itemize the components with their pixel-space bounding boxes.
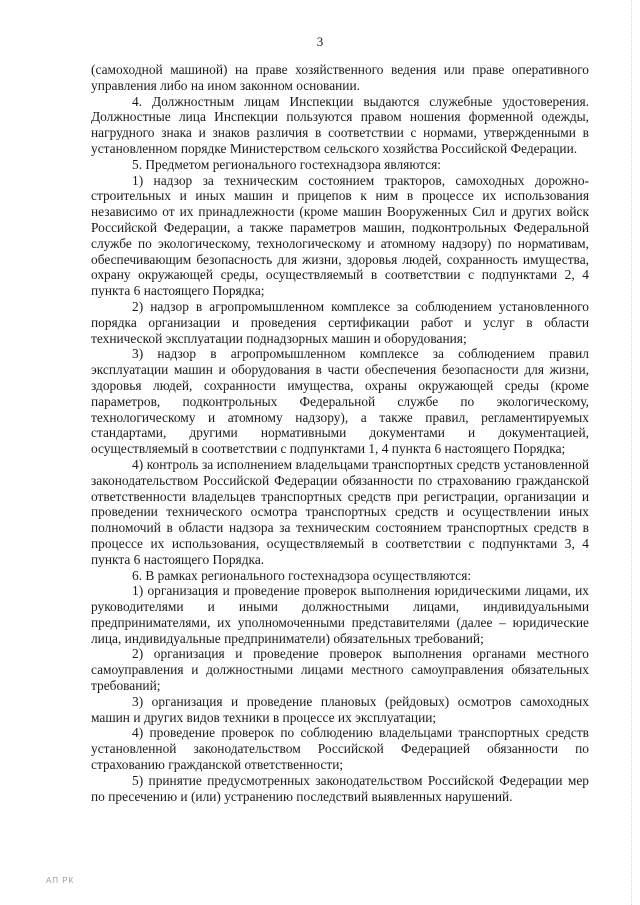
scan-edge-line: [630, 0, 632, 905]
list-item-6-5: 5) принятие предусмотренных законодательством Российской Федерации мер по пресечению и (или) устранению последствий выявленных нарушений.: [91, 772, 589, 804]
paragraph-6-heading: 6. В рамках регионального гостехнадзора осуществляются:: [132, 567, 472, 583]
list-item-5-4: 4) контроль за исполнением владельцами транспортных средств установленной законодательством Российской Федерации обязанности по страхованию гражданской ответственности владельцев транспортных средств при регистрации, организации и проведении технического осмотра транспортных средств и осуществлении иных полномочий в области надзора за техническим состоянием транспортных средств в процессе их использования, осуществляемый в соответствии с подпунктами 3, 4 пункта 6 настоящего Порядка.: [91, 456, 589, 567]
paragraph-5-heading: 5. Предметом регионального гостехнадзора являются:: [132, 156, 441, 172]
scan-stamp-mark: АП РК: [46, 876, 75, 885]
list-item-6-2: 2) организация и проведение проверок выполнения органами местного самоуправления и должностными лицами местного самоуправления обязательных требований;: [91, 646, 589, 694]
list-item-6-3: 3) организация и проведение плановых (рейдовых) осмотров самоходных машин и других видов техники в процессе их эксплуатации;: [91, 693, 589, 725]
list-item-5-1: 1) надзор за техническим состоянием тракторов, самоходных дорожно-строительных и иных машин и прицепов к ним в процессе их использования независимо от их принадлежности (кроме машин Вооруженных Сил и других войск Российской Федерации, а также параметров машин, подконтрольных Федеральной службе по экологическому, технологическому и атомному надзору) по нормативам, обеспечивающим безопасность для жизни, здоровья людей, сохранность имущества, охрану окружающей среды, осуществляемый в соответствии с подпунктами 2, 4 пункта 6 настоящего Порядка;: [91, 172, 589, 299]
list-item-6-4: 4) проведение проверок по соблюдению владельцами транспортных средств установленной законодательством Российской Федерацией обязанности по страхованию гражданской ответственности;: [91, 725, 589, 773]
document-body: [91, 62, 589, 804]
list-item-5-3: 3) надзор в агропромышленном комплексе за соблюдением правил эксплуатации машин и оборудования в части обеспечения безопасности для жизни, здоровья людей, сохранности имущества, охраны окружающей среды (кроме параметров, подконтрольных Федеральной службе по экологическому, технологическому и атомному надзору), а также правил, регламентируемых стандартами, другими нормативными документами и документацией, осуществляемый в соответствии с подпунктами 1, 4 пункта 6 настоящего Порядка;: [91, 346, 589, 457]
list-item-6-1: 1) организация и проведение проверок выполнения юридическими лицами, их руководителями и иными должностными лицами, индивидуальными предпринимателями, их уполномоченными представителями (далее – юридические лица, индивидуальные предприниматели) обязательных требований;: [91, 583, 589, 646]
paragraph-continuation: (самоходной машиной) на праве хозяйственного ведения или праве оперативного управления либо на ином законном основании.: [91, 62, 589, 93]
paragraph-4-service-ids: 4. Должностным лицам Инспекции выдаются служебные удостоверения. Должностные лица Инспекции пользуются правом ношения форменной одежды, нагрудного знака и знаков различия в соответствии с нормами, утвержденными в установленном порядке Министерством сельского хозяйства Российской Федерации.: [91, 93, 589, 156]
page-number: 3: [316, 34, 324, 49]
list-item-5-2: 2) надзор в агропромышленном комплексе за соблюдением установленного порядка организации и проведения сертификации работ и услуг в области технической эксплуатации поднадзорных машин и оборудования;: [91, 298, 589, 346]
